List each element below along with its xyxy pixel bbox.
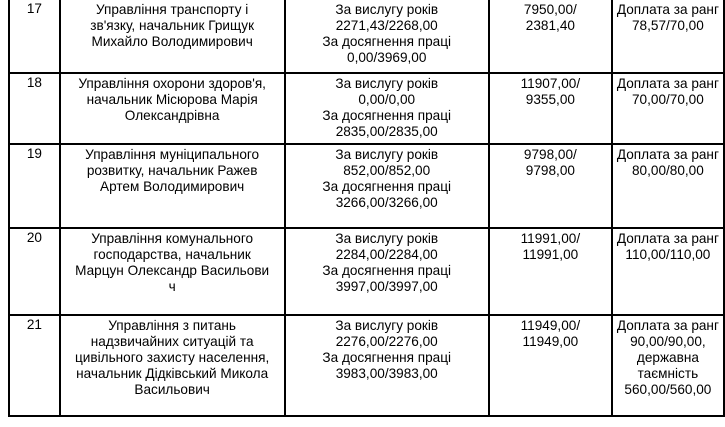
department-head-cell [60,228,285,315]
additional-payment-cell [612,144,724,228]
salary-text: 9798,00/ 9798,00 [523,147,577,178]
salary-text: 11907,00/ 9355,00 [520,76,581,107]
table-row [9,144,724,228]
salary-cell [489,228,612,315]
additional-payment-cell [612,228,724,315]
table-row [9,315,724,416]
table-row [9,228,724,315]
row-number-cell [9,144,60,228]
salary-cell [489,73,612,144]
row-number: 19 [26,146,42,161]
row-number: 18 [26,75,42,90]
department-head-text: Управління комунального господарства, начальник Марцун Олександр Васильови ч [75,231,270,294]
row-number-cell [9,0,60,73]
additional-payment-cell [612,73,724,144]
department-head-cell [60,315,285,416]
bonus-payments-text: За вислугу років 852,00/852,00 За досягнення праці 3266,00/3266,00 [322,147,452,210]
department-head-text: Управління транспорту і зв'язку, начальник Грищук Михайло Володимирович [90,2,255,49]
row-number: 17 [26,1,42,16]
row-number: 21 [26,317,42,332]
table-row [9,73,724,144]
salary-cell [489,315,612,416]
row-number: 20 [26,230,42,245]
bonus-payments-text: За вислугу років 2284,00/2284,00 За досягнення праці 3997,00/3997,00 [322,231,452,294]
additional-payment-text: Доплата за ранг 110,00/110,00 [616,231,719,262]
table-row [9,0,724,73]
department-head-cell [60,144,285,228]
row-number-cell [9,315,60,416]
salary-text: 11991,00/ 11991,00 [520,231,581,262]
salary-text: 7950,00/ 2381,40 [523,2,577,33]
bonus-payments-cell [285,228,489,315]
bonus-payments-text: За вислугу років 0,00/0,00 За досягнення праці 2835,00/2835,00 [322,76,452,139]
salary-cell [489,144,612,228]
bonus-payments-cell [285,315,489,416]
additional-payment-cell [612,0,724,73]
department-head-cell [60,0,285,73]
additional-payment-text: Доплата за ранг 90,00/90,00, державна таємність 560,00/560,00 [616,318,719,397]
row-number-cell [9,228,60,315]
salary-cell [489,0,612,73]
bonus-payments-text: За вислугу років 2276,00/2276,00 За досягнення праці 3983,00/3983,00 [322,318,452,381]
bonus-payments-text: За вислугу років 2271,43/2268,00 За досягнення праці 0,00/3969,00 [322,2,452,65]
row-number-cell [9,73,60,144]
department-head-text: Управління з питань надзвичайних ситуацій та цивільного захисту населення, начальник Дідківський Микола Васильович [75,318,270,397]
additional-payment-cell [612,315,724,416]
additional-payment-text: Доплата за ранг 80,00/80,00 [616,147,719,178]
salary-text: 11949,00/ 11949,00 [520,318,581,349]
additional-payment-text: Доплата за ранг 70,00/70,00 [616,76,719,107]
bonus-payments-cell [285,144,489,228]
salary-table [8,0,725,417]
department-head-text: Управління муніципального розвитку, начальник Ражев Артем Володимирович [85,147,260,194]
department-head-text: Управління охорони здоров'я, начальник Місюрова Марія Олександрівна [78,76,266,123]
bonus-payments-cell [285,0,489,73]
department-head-cell [60,73,285,144]
bonus-payments-cell [285,73,489,144]
additional-payment-text: Доплата за ранг 78,57/70,00 [616,2,719,33]
